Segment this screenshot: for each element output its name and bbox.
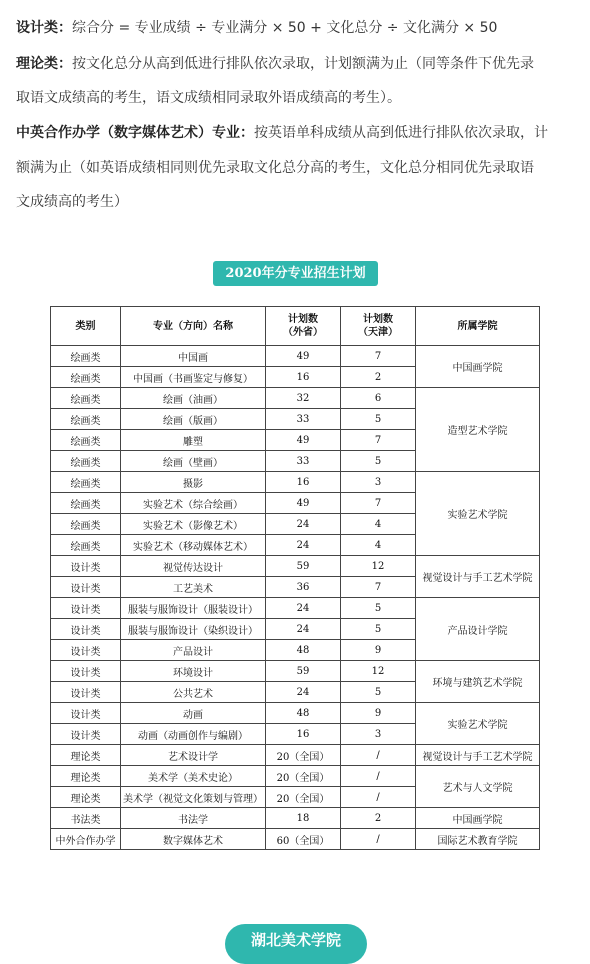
cell-major: 动画（动画创作与编剧） [121,724,266,745]
cell-category: 绘画类 [51,493,121,514]
theory-rule-line2: 取语文成绩高的考生，语文成绩相同录取外语成绩高的考生）。 [16,90,401,106]
header-school: 所属学院 [416,307,540,346]
cell-category: 书法类 [51,808,121,829]
cell-plan-out: 36 [266,577,341,598]
cell-category: 理论类 [51,766,121,787]
theory-rule-label: 理论类： [16,56,72,72]
cell-category: 设计类 [51,556,121,577]
cell-category: 绘画类 [51,535,121,556]
cell-major: 服装与服饰设计（服装设计） [121,598,266,619]
cell-major: 绘画（版画） [121,409,266,430]
table-row [51,745,540,766]
cell-major: 公共艺术 [121,682,266,703]
theory-rule-line1: 按文化总分从高到低进行排队依次录取，计划额满为止（同等条件下优先录 [72,56,534,72]
cell-plan-tianjin: 4 [341,514,416,535]
cell-plan-tianjin: 9 [341,703,416,724]
cell-school: 实验艺术学院 [416,703,540,745]
cell-plan-tianjin: 3 [341,724,416,745]
cell-category: 绘画类 [51,514,121,535]
cell-school: 环境与建筑艺术学院 [416,661,540,703]
cell-plan-tianjin: 5 [341,451,416,472]
cell-school: 视觉设计与手工艺术学院 [416,556,540,598]
cell-plan-out: 33 [266,409,341,430]
table-row [51,829,540,850]
cell-plan-tianjin: 5 [341,598,416,619]
cell-plan-tianjin: 7 [341,346,416,367]
cell-plan-tianjin: 5 [341,619,416,640]
cell-plan-tianjin: 7 [341,430,416,451]
table-header-row [51,307,540,346]
cell-category: 设计类 [51,598,121,619]
table-row [51,556,540,577]
header-major: 专业（方向）名称 [121,307,266,346]
cell-plan-tianjin: 2 [341,367,416,388]
table-row [51,703,540,724]
cell-plan-out: 33 [266,451,341,472]
cell-plan-tianjin: 12 [341,556,416,577]
cell-major: 环境设计 [121,661,266,682]
cell-school: 中国画学院 [416,346,540,388]
header-category: 类别 [51,307,121,346]
cell-plan-tianjin: 12 [341,661,416,682]
cell-plan-tianjin: / [341,787,416,808]
design-rule-label: 设计类： [16,20,72,36]
cell-major: 绘画（壁画） [121,451,266,472]
cell-category: 绘画类 [51,367,121,388]
footer-button[interactable]: 湖北美术学院 [225,924,367,964]
cell-category: 设计类 [51,724,121,745]
cell-category: 绘画类 [51,346,121,367]
coop-rule-line2: 额满为止（如英语成绩相同则优先录取文化总分高的考生，文化总分相同优先录取语 [16,160,534,176]
cell-major: 实验艺术（移动媒体艺术） [121,535,266,556]
cell-major: 美术学（美术史论） [121,766,266,787]
coop-rule-line3: 文成绩高的考生） [16,194,128,210]
table-row [51,808,540,829]
cell-plan-out: 60（全国） [266,829,341,850]
cell-category: 设计类 [51,619,121,640]
cell-school: 艺术与人文学院 [416,766,540,808]
cell-plan-out: 16 [266,367,341,388]
cell-plan-out: 48 [266,703,341,724]
cell-major: 雕塑 [121,430,266,451]
admission-plan-table [50,306,540,850]
cell-plan-out: 18 [266,808,341,829]
cell-school: 视觉设计与手工艺术学院 [416,745,540,766]
cell-category: 设计类 [51,703,121,724]
cell-major: 艺术设计学 [121,745,266,766]
design-rule-text: 综合分 = 专业成绩 ÷ 专业满分 × 50 + 文化总分 ÷ 文化满分 × 50 [72,20,498,36]
cell-category: 设计类 [51,640,121,661]
cell-plan-tianjin: 5 [341,682,416,703]
cell-category: 绘画类 [51,409,121,430]
cell-plan-out: 24 [266,535,341,556]
cell-plan-out: 49 [266,430,341,451]
cell-major: 服装与服饰设计（染织设计） [121,619,266,640]
cell-category: 理论类 [51,745,121,766]
cell-category: 设计类 [51,577,121,598]
cell-plan-out: 49 [266,346,341,367]
cell-plan-out: 59 [266,556,341,577]
cell-major: 摄影 [121,472,266,493]
cell-category: 绘画类 [51,451,121,472]
cell-major: 实验艺术（综合绘画） [121,493,266,514]
cell-category: 绘画类 [51,388,121,409]
cell-category: 绘画类 [51,472,121,493]
cell-major: 绘画（油画） [121,388,266,409]
cell-plan-out: 20（全国） [266,766,341,787]
cell-category: 中外合作办学 [51,829,121,850]
cell-category: 绘画类 [51,430,121,451]
coop-rule-label: 中英合作办学（数字媒体艺术）专业： [16,125,254,141]
cell-school: 实验艺术学院 [416,472,540,556]
cell-major: 工艺美术 [121,577,266,598]
table-row [51,388,540,409]
cell-plan-out: 24 [266,619,341,640]
header-plan-out: 计划数 （外省） [266,307,341,346]
cell-major: 中国画 [121,346,266,367]
cell-plan-out: 32 [266,388,341,409]
cell-plan-tianjin: 9 [341,640,416,661]
table-row [51,661,540,682]
cell-plan-tianjin: / [341,766,416,787]
cell-school: 产品设计学院 [416,598,540,661]
cell-school: 中国画学院 [416,808,540,829]
cell-plan-tianjin: 4 [341,535,416,556]
table-row [51,598,540,619]
cell-plan-tianjin: 6 [341,388,416,409]
cell-category: 设计类 [51,682,121,703]
coop-rule-line1: 按英语单科成绩从高到低进行排队依次录取，计 [254,125,548,141]
cell-major: 视觉传达设计 [121,556,266,577]
coop-rule [16,125,586,141]
cell-school: 国际艺术教育学院 [416,829,540,850]
table-row [51,346,540,367]
cell-plan-out: 49 [266,493,341,514]
cell-plan-tianjin: 7 [341,493,416,514]
cell-plan-tianjin: 3 [341,472,416,493]
cell-plan-out: 24 [266,682,341,703]
cell-major: 美术学（视觉文化策划与管理） [121,787,266,808]
cell-plan-out: 16 [266,472,341,493]
cell-plan-tianjin: 2 [341,808,416,829]
cell-major: 数字媒体艺术 [121,829,266,850]
cell-category: 设计类 [51,661,121,682]
cell-school: 造型艺术学院 [416,388,540,472]
cell-plan-out: 20（全国） [266,745,341,766]
plan-banner-title: 2020年分专业招生计划 [213,261,378,286]
cell-major: 实验艺术（影像艺术） [121,514,266,535]
header-plan-tianjin: 计划数 （天津） [341,307,416,346]
cell-plan-out: 24 [266,514,341,535]
table-row [51,766,540,787]
cell-plan-out: 48 [266,640,341,661]
cell-major: 书法学 [121,808,266,829]
cell-plan-tianjin: 5 [341,409,416,430]
table-row [51,472,540,493]
cell-plan-out: 20（全国） [266,787,341,808]
cell-plan-out: 24 [266,598,341,619]
cell-plan-tianjin: / [341,745,416,766]
cell-plan-tianjin: 7 [341,577,416,598]
design-rule [16,20,586,36]
cell-major: 动画 [121,703,266,724]
cell-plan-tianjin: / [341,829,416,850]
theory-rule [16,56,586,72]
cell-major: 产品设计 [121,640,266,661]
cell-major: 中国画（书画鉴定与修复） [121,367,266,388]
cell-plan-out: 16 [266,724,341,745]
cell-category: 理论类 [51,787,121,808]
cell-plan-out: 59 [266,661,341,682]
